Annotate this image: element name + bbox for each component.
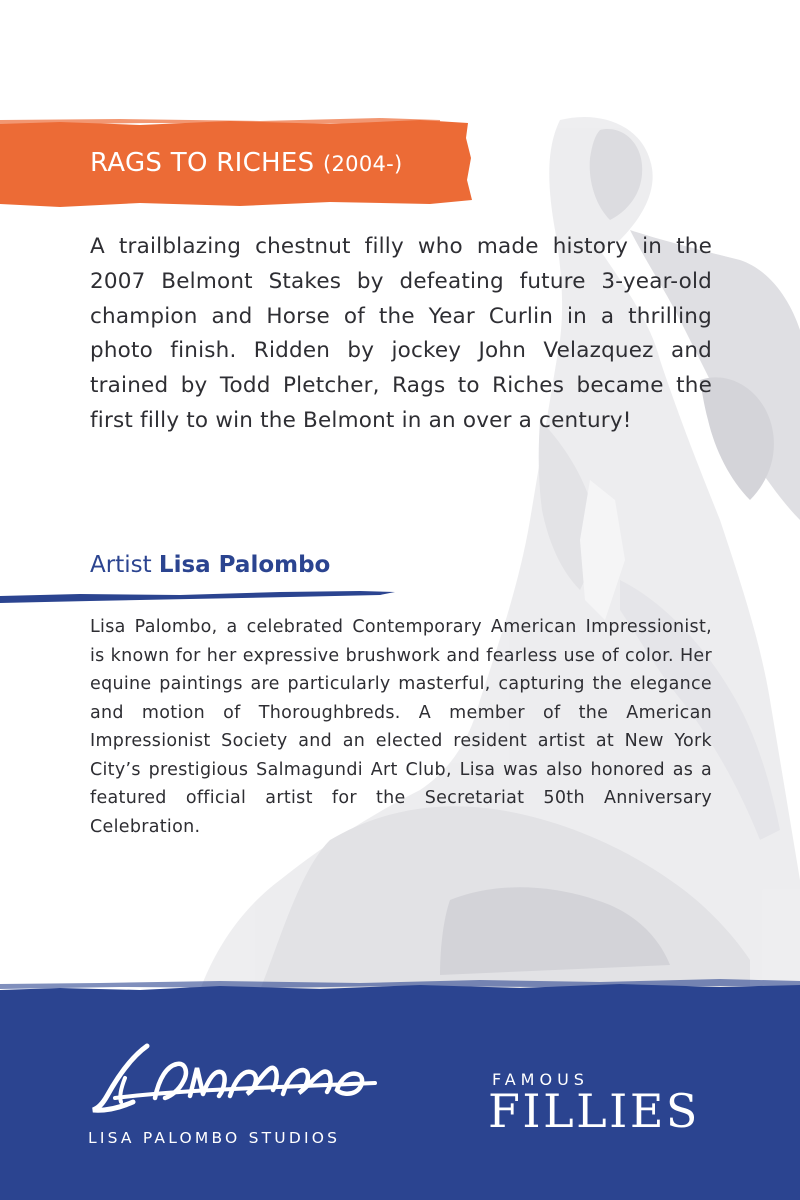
artist-heading	[90, 552, 330, 578]
artist-name: Lisa Palombo	[158, 552, 331, 578]
artist-label: Artist	[90, 552, 152, 578]
series-label-small: FAMOUS	[492, 1070, 589, 1089]
studio-name: LISA PALOMBO STUDIOS	[88, 1129, 341, 1147]
footer	[0, 978, 800, 1200]
artist-underline-stroke	[0, 588, 400, 606]
horse-name: RAGS TO RICHES	[90, 148, 315, 178]
page-title	[90, 148, 403, 178]
lisa-palombo-signature-logo	[85, 1038, 385, 1118]
series-label-large: FILLIES	[488, 1084, 700, 1138]
horse-years: (2004-)	[323, 152, 403, 176]
horse-description: A trailblazing chestnut filly who made history in the 2007 Belmont Stakes by defeating future 3-year-old champion and Horse of the Year Curlin in a thrilling photo finish. Ridden by jockey John Velazquez and trained by Todd Pletcher, Rags to Riches became the first filly to win the Belmont in an over a century!	[90, 234, 712, 433]
artist-bio: Lisa Palombo, a celebrated Contemporary American Impressionist, is known for her expressive brushwork and fearless use of color. Her equine paintings are particularly masterful, capturing the elegance and motion of Thoroughbreds. A member of the American Impressionist Society and an elected resident artist at New York City’s prestigious Salmagundi Art Club, Lisa was also honored as a featured official artist for the Secretariat 50th Anniversary Celebration.	[90, 617, 712, 837]
